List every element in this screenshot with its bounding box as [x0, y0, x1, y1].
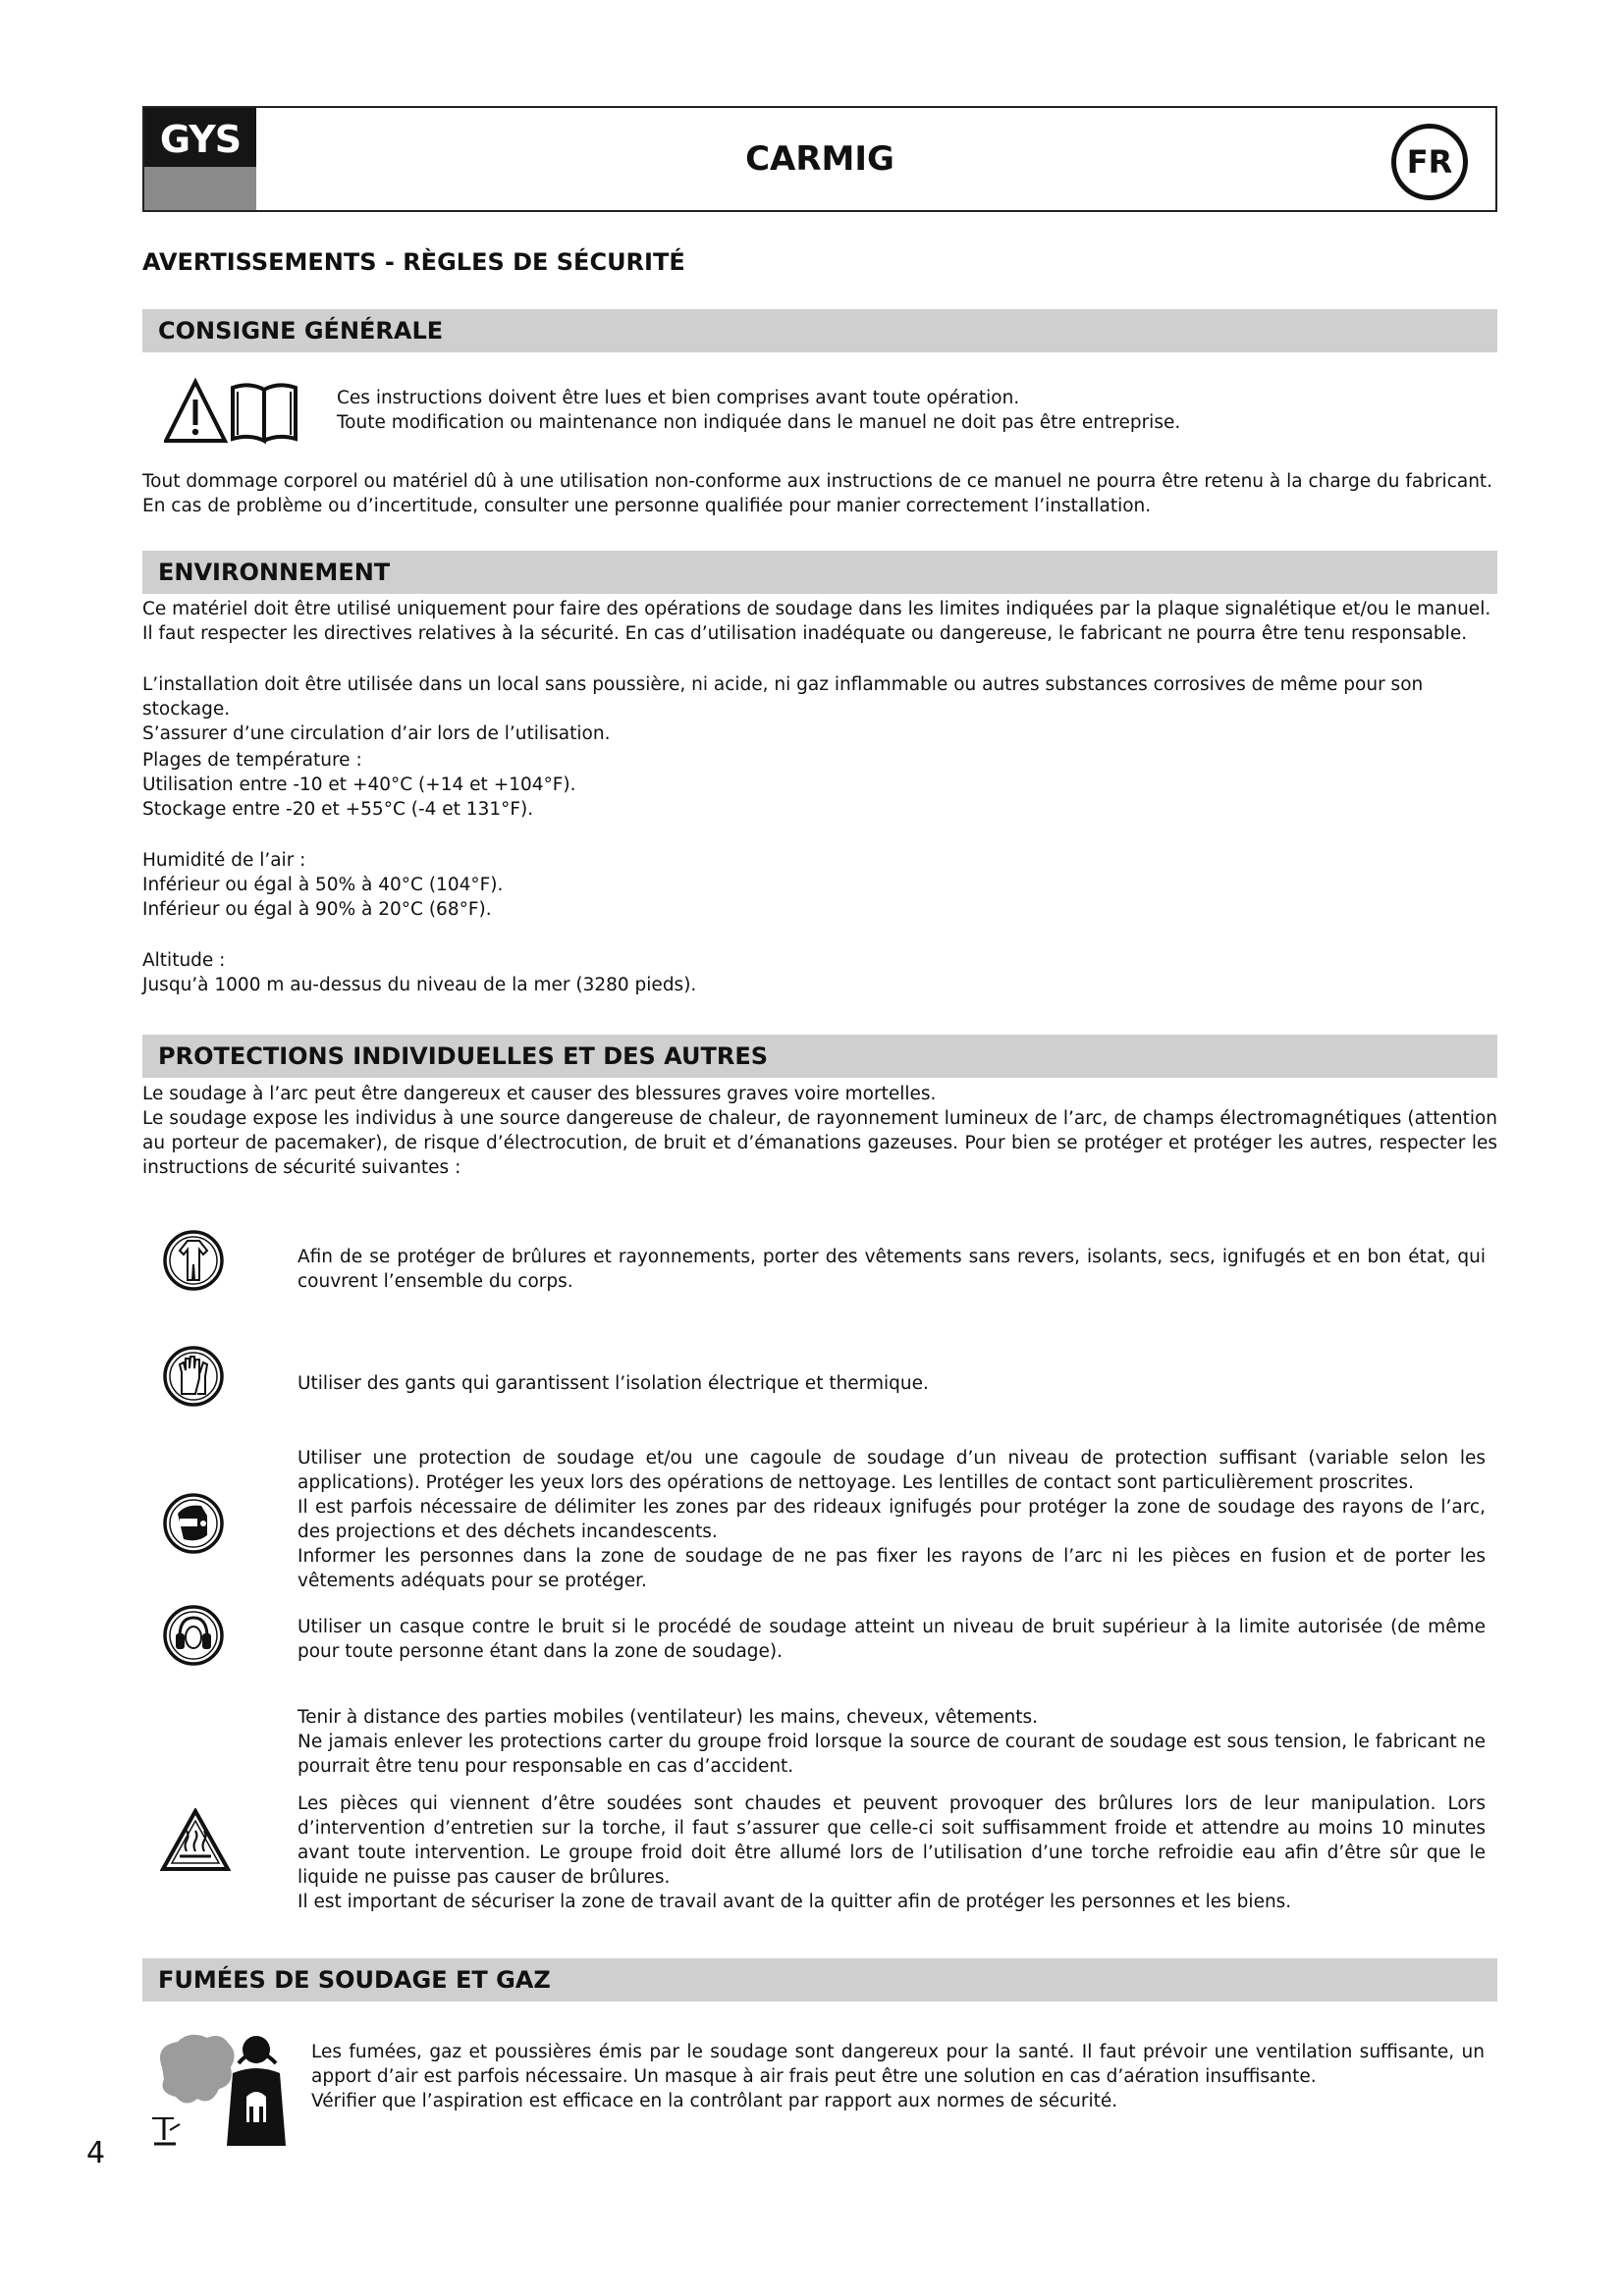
general-paragraph: Tout dommage corporel ou matériel dû à une utilisation non-conforme aux instructions de ce manuel ne pourra être retenu à la charge du fabricant. En cas de problème ou d’incertitude, consulter une personne qualifiée pour manier correctement l’installation. [142, 471, 1493, 516]
page-number: 4 [86, 2136, 106, 2170]
fumes-text: Les fumées, gaz et poussières émis par le soudage sont dangereux pour la santé. Il faut prévoir une ventilation suffisante, un apport d’air est parfois nécessaire. Un masque à air frais peut être une solution en cas d’aération insuffisante. Vérifier que l’aspiration est efficace en la contrôlant par rapport aux normes de sécurité. [311, 2042, 1485, 2111]
general-icon-note: Ces instructions doivent être lues et bien comprises avant toute opération. Toute modification ou maintenance non indiquée dans le manuel ne doit pas être entreprise. [337, 388, 1181, 433]
ear-protection-icon [162, 1604, 225, 1667]
section-heading-general: CONSIGNE GÉNÉRALE [142, 309, 1497, 352]
fumes-hazard-icon [150, 2028, 298, 2151]
protective-clothing-icon [162, 1229, 225, 1292]
environment-temperature: Plages de température : Utilisation entre -10 et +40°C (+14 et +104°F). Stockage entre -20 et +55°C (-4 et 131°F). [142, 750, 576, 820]
moving-parts-text: Tenir à distance des parties mobiles (ventilateur) les mains, cheveux, vêtements. Ne jamais enlever les protections carter du groupe froid lorsque la source de courant de soudage est sous tension, le fabricant ne pourrait être tenu pour responsable en cas d’accident. [298, 1707, 1486, 1777]
page [142, 106, 1497, 2111]
protections-intro: Le soudage à l’arc peut être dangereux et causer des blessures graves voire mortelles. Le soudage expose les individus à une source dangereuse de chaleur, de rayonnement lumineux de l’arc, de champs électromagnétiques (attention au porteur de pacemaker), de risque d’électrocution, de bruit et d’émanations gazeuses. Pour bien se protéger et protéger les autres, respecter les instructions de sécurité suivantes : [142, 1084, 1497, 1178]
environment-humidity: Humidité de l’air : Inférieur ou égal à 50% à 40°C (104°F). Inférieur ou égal à 90% à 20°C (68°F). [142, 850, 504, 920]
warning-manual-icon [164, 378, 301, 447]
language-badge: FR [1391, 124, 1468, 200]
environment-altitude: Altitude : Jusqu’à 1000 m au-dessus du niveau de la mer (3280 pieds). [142, 950, 697, 995]
hot-surface-icon [160, 1808, 231, 1873]
section-heading-protections: PROTECTIONS INDIVIDUELLES ET DES AUTRES [142, 1035, 1497, 1078]
environment-p1: Ce matériel doit être utilisé uniquement pour faire des opérations de soudage dans les limites indiquées par la plaque signalétique et/ou le manuel. Il faut respecter les directives relatives à la sécurité. En cas d’utilisation inadéquate ou dangereuse, le fabricant ne pourra être tenu responsable. [142, 599, 1491, 644]
section-heading-environment: ENVIRONNEMENT [142, 551, 1497, 594]
section-heading-fumes: FUMÉES DE SOUDAGE ET GAZ [142, 1958, 1497, 2002]
ear-protection-text: Utiliser un casque contre le bruit si le procédé de soudage atteint un niveau de bruit supérieur à la limite autorisée (de même pour toute personne étant dans la zone de soudage). [298, 1617, 1486, 1662]
mask-text: Utiliser une protection de soudage et/ou une cagoule de soudage d’un niveau de protection suffisant (variable selon les applications). Protéger les yeux lors des opérations de nettoyage. Les lentilles de contact sont particulièrement proscrites. Il est parfois nécessaire de délimiter les zones par des rideaux ignifugés pour protéger la zone de soudage des rayons de l’arc, des projections et des déchets incandescents. Informer les personnes dans la zone de soudage de ne pas fixer les rayons de l’arc ni les pièces en fusion et de porter les vêtements adéquats pour se protéger. [298, 1448, 1486, 1591]
document-header [142, 106, 1497, 212]
main-title: AVERTISSEMENTS - RÈGLES DE SÉCURITÉ [142, 248, 685, 276]
gys-logo: GYS [144, 108, 256, 210]
document-title: CARMIG [745, 139, 894, 179]
hot-parts-text: Les pièces qui viennent d’être soudées sont chaudes et peuvent provoquer des brûlures lors de leur manipulation. Lors d’intervention d’entretien sur la torche, il faut s’assurer que celle-ci soit suffisamment froide et attendre au moins 10 minutes avant toute intervention. Le groupe froid doit être allumé lors de l’utilisation d’une torche refroidie eau afin d’être sûr que le liquide ne puisse pas causer de brûlures. Il est important de sécuriser la zone de travail avant de la quitter afin de protéger les personnes et les biens. [298, 1793, 1486, 1912]
clothing-text: Afin de se protéger de brûlures et rayonnements, porter des vêtements sans revers, isolants, secs, ignifugés et en bon état, qui couvrent l’ensemble du corps. [298, 1247, 1486, 1292]
gloves-text: Utiliser des gants qui garantissent l’isolation électrique et thermique. [298, 1373, 929, 1394]
welding-mask-icon [162, 1492, 225, 1555]
environment-p2: L’installation doit être utilisée dans un local sans poussière, ni acide, ni gaz inflammable ou autres substances corrosives de même pour son stockage. S’assurer d’une circulation d’air lors de l’utilisation. [142, 674, 1424, 744]
gloves-icon [162, 1345, 225, 1408]
